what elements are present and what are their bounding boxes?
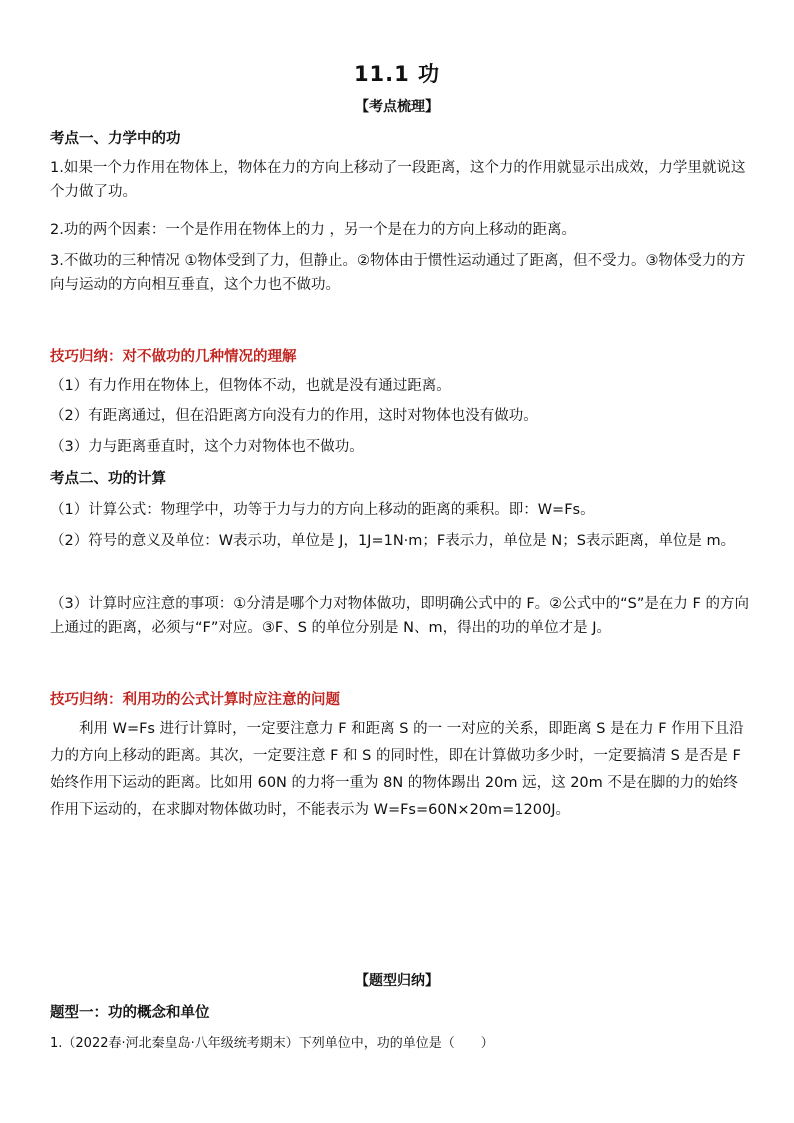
tip2-body: 利用 W=Fs 进行计算时，一定要注意力 F 和距离 S 的一 一对应的关系，即距离 S 是在力 F 作用下且沿力的方向上移动的距离。其次，一定要注意 F 和 S 的同时性，即在计算做功多少时，一定要搞清 S 是否是 F 始终作用下运动的距离。比如用 60N 的力将一重为 8N 的物体踢出 20m 远，这 20m 不是在脚的力的始终作用下运动的，在求脚对物体做功时，不能表示为 W=Fs=60N×20m=1200J。 bbox=[50, 721, 744, 818]
kp1-paragraph-3: 3.不做功的三种情况 ①物体受到了力，但静止。②物体由于惯性运动通过了距离，但不受力。③物体受力的方向与运动的方向相互垂直，这个力也不做功。 bbox=[50, 253, 746, 293]
tip1-item-1: （1）有力作用在物体上，但物体不动，也就是没有通过距离。 bbox=[50, 378, 451, 394]
tip1-heading: 技巧归纳：对不做功的几种情况的理解 bbox=[50, 349, 297, 365]
kp1-paragraph-2: 2.功的两个因素：一个是作用在物体上的力 ，另一个是在力的方向上移动的距离。 bbox=[50, 222, 576, 238]
kp1-paragraph-1: 1.如果一个力作用在物体上，物体在力的方向上移动了一段距离，这个力的作用就显示出成效，力学里就说这个力做了功。 bbox=[50, 160, 746, 200]
kp2-paragraph-1: （1）计算公式：物理学中，功等于力与力的方向上移动的距离的乘积。即：W=Fs。 bbox=[50, 502, 595, 518]
tip1-item-3: （3）力与距离垂直时，这个力对物体也不做功。 bbox=[50, 439, 364, 455]
section-label-kaodian: 【考点梳理】 bbox=[355, 99, 439, 115]
kp2-paragraph-2: （2）符号的意义及单位：W表示功，单位是 J，1J=1N·m；F表示力，单位是 N；S表示距离，单位是 m。 bbox=[50, 533, 736, 549]
question-1: 1.（2022春·河北秦皇岛·八年级统考期末）下列单位中，功的单位是（ ） bbox=[50, 1036, 494, 1051]
section-label-tixing: 【题型归纳】 bbox=[355, 973, 439, 989]
tip1-item-2: （2）有距离通过，但在沿距离方向没有力的作用，这时对物体也没有做功。 bbox=[50, 408, 538, 424]
page-title: 11.1 功 bbox=[353, 62, 441, 86]
kp1-heading: 考点一、力学中的功 bbox=[50, 131, 181, 147]
type1-heading: 题型一：功的概念和单位 bbox=[50, 1005, 210, 1021]
kp2-paragraph-3: （3）计算时应注意的事项：①分清是哪个力对物体做功，即明确公式中的 F。②公式中的“S”是在力 F 的方向上通过的距离，必须与“F”对应。③F、S 的单位分别是 N、m，得出的功的单位才是 J。 bbox=[50, 596, 749, 636]
tip2-heading: 技巧归纳：利用功的公式计算时应注意的问题 bbox=[50, 692, 340, 708]
kp2-heading: 考点二、功的计算 bbox=[50, 471, 166, 487]
